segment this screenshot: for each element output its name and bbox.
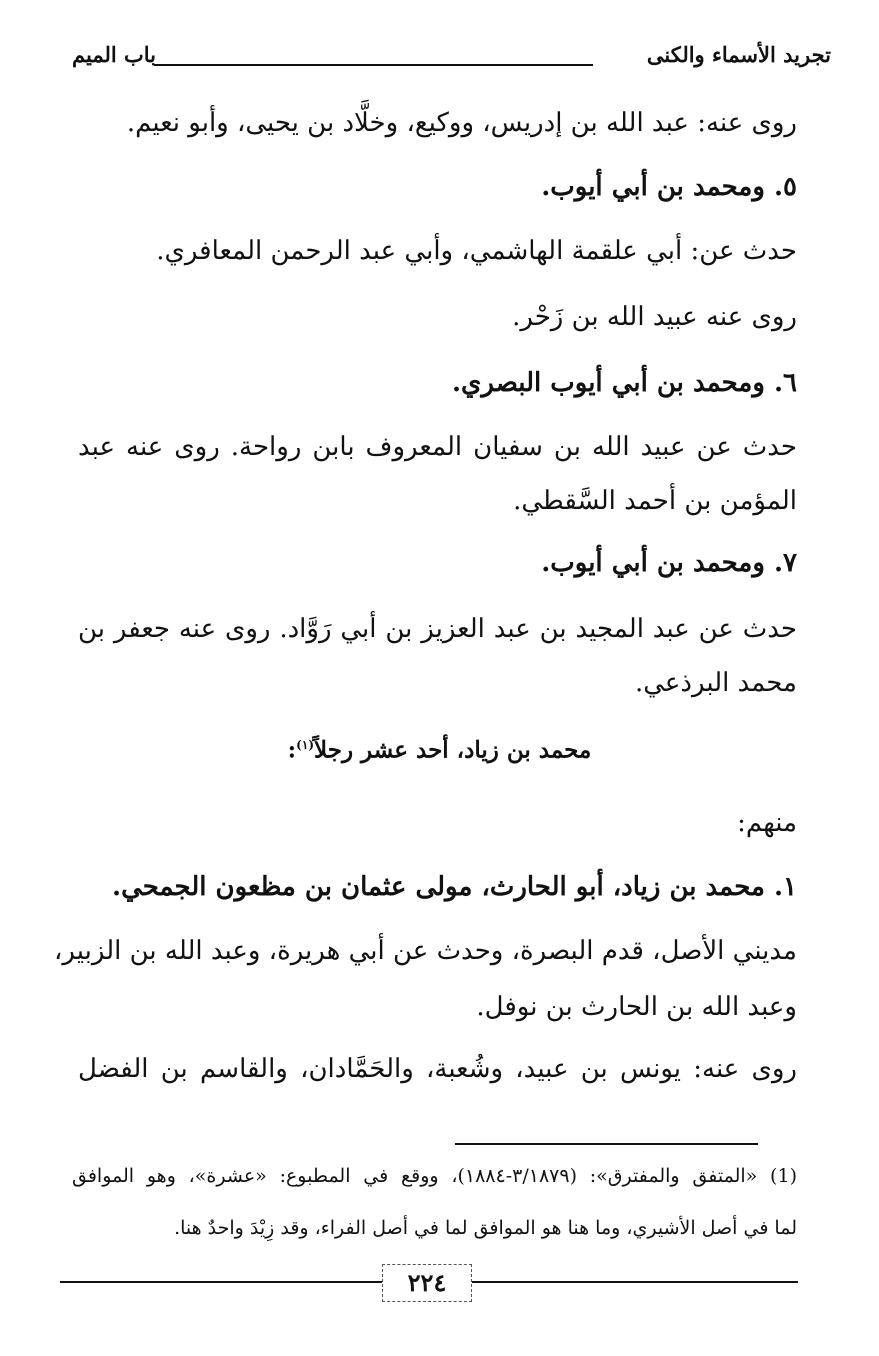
entry-heading: ٦. ومحمد بن أبي أيوب البصري. bbox=[451, 368, 797, 398]
section-heading-text: محمد بن زياد، أحد عشر رجلاً bbox=[314, 736, 592, 764]
header-book-title: تجريد الأسماء والكنى bbox=[646, 42, 831, 67]
header-chapter: باب الميم bbox=[72, 42, 157, 67]
text-line: روى عنه: عبد الله بن إدريس، ووكيع، وخلَّاد بن يحيى، وأبو نعيم. bbox=[126, 108, 797, 138]
entry-heading: ١. محمد بن زياد، أبو الحارث، مولى عثمان بن مظعون الجمحي. bbox=[112, 872, 797, 902]
entry-heading: ٧. ومحمد بن أبي أيوب. bbox=[541, 548, 797, 578]
text-line: وعبد الله بن الحارث بن نوفل. bbox=[476, 992, 797, 1022]
header-rule bbox=[154, 64, 593, 66]
text-line: محمد البرذعي. bbox=[634, 668, 797, 698]
text-line: حدث عن عبيد الله بن سفيان المعروف بابن رواحة. روى عنه عبد bbox=[78, 432, 797, 462]
footer-rule-right bbox=[470, 1281, 798, 1283]
text-line: المؤمن بن أحمد السَّقطي. bbox=[513, 486, 797, 516]
footnote-line: (1) «المتفق والمفترق»: (٣/١٨٧٩-١٨٨٤)، ووقع في المطبوع: «عشرة»، وهو الموافق bbox=[72, 1165, 797, 1187]
running-header bbox=[72, 38, 831, 72]
text-line: روى عنه: يونس بن عبيد، وشُعبة، والحَمَّادان، والقاسم بن الفضل bbox=[78, 1054, 797, 1084]
footnote-line: لما في أصل الأشيري، وما هنا هو الموافق لما في أصل الفراء، وقد زِيْدَ واحدٌ هنا. bbox=[174, 1217, 797, 1239]
footnote-ref: (١) bbox=[296, 738, 314, 752]
section-heading bbox=[82, 728, 797, 768]
section-heading-colon: : bbox=[287, 736, 297, 764]
text-line: منهم: bbox=[737, 808, 797, 838]
page-number: ٢٢٤ bbox=[382, 1264, 472, 1302]
text-line: حدث عن عبد المجيد بن عبد العزيز بن أبي رَوَّاد. روى عنه جعفر بن bbox=[78, 614, 797, 644]
text-line: مديني الأصل، قدم البصرة، وحدث عن أبي هريرة، وعبد الله بن الزبير، bbox=[54, 936, 797, 966]
text-line: حدث عن: أبي علقمة الهاشمي، وأبي عبد الرحمن المعافري. bbox=[156, 236, 797, 266]
footnote-rule bbox=[455, 1143, 758, 1145]
entry-heading: ٥. ومحمد بن أبي أيوب. bbox=[541, 172, 797, 202]
text-line: روى عنه عبيد الله بن زَحْر. bbox=[512, 302, 797, 332]
footer-rule-left bbox=[60, 1281, 382, 1283]
